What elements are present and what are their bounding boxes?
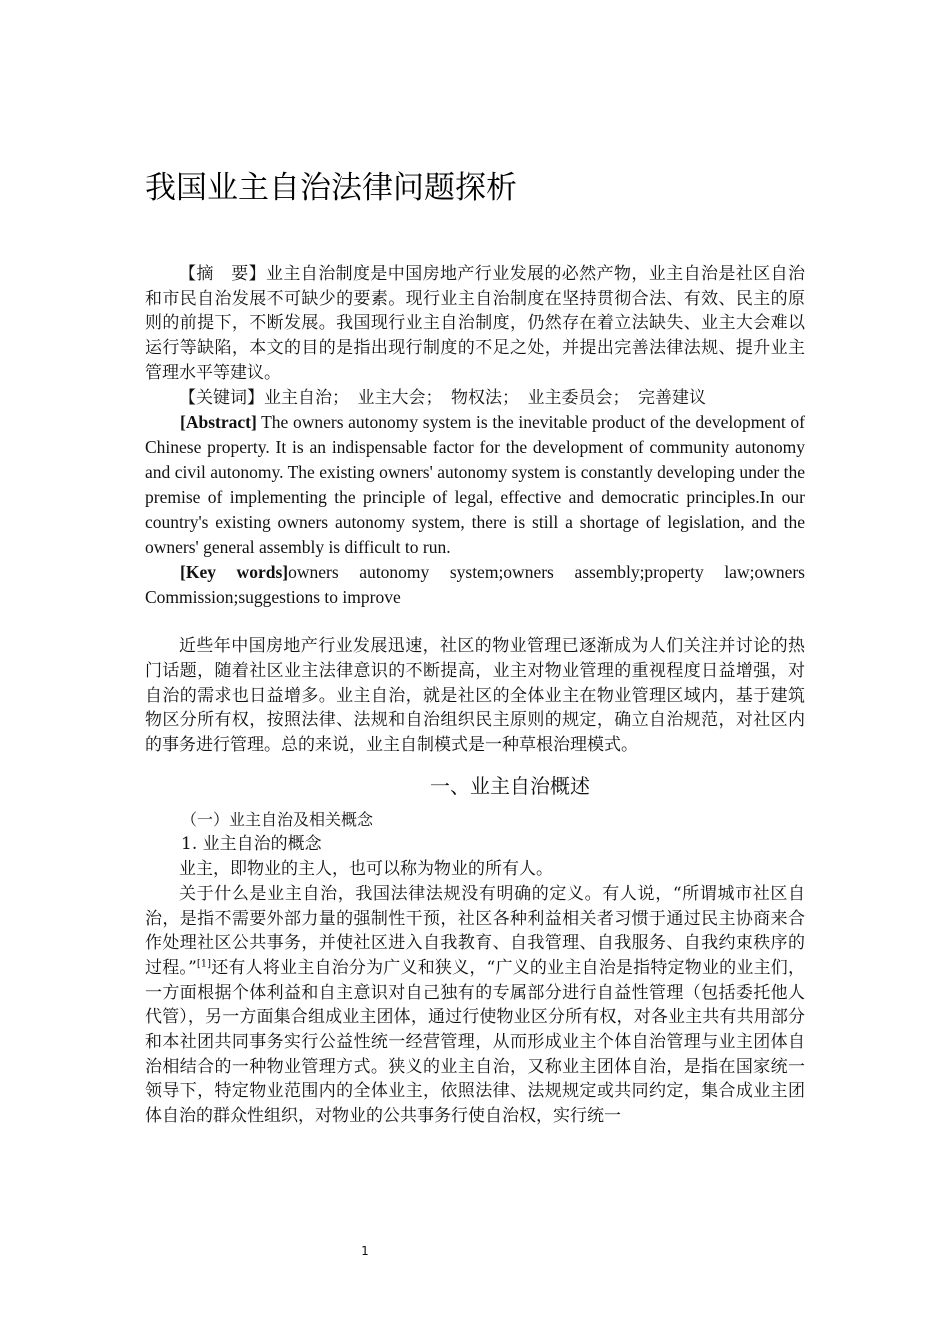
section-heading: 一、业主自治概述 [430, 773, 590, 798]
keywords-paragraph [145, 386, 805, 411]
english-keywords-text: owners autonomy system;owners assembly;property law;owners Commission;suggestions to improve [145, 562, 805, 608]
definition-text-part2: 还有人将业主自治分为广义和狭义，“广义的业主自治是指特定物业的业主们，一方面根据个体利益和自主意识对自己独有的专属部分进行自益性管理（包括委托他人代管），另一方面集合组成业主团体，通过行使物业区分所有权，对各业主共有共用部分和本社团共同事务实行公益性统一经营管理，从而形成业主个体自治管理与业主团体自治相结合的一种物业管理方式。狭义的业主自治，又称业主团体自治，是指在国家统一领导下，特定物业范围内的全体业主，依照法律、法规规定或共同约定，集合成业主团体自治的群众性组织，对物业的公共事务行使自治权，实行统一 [145, 957, 805, 1127]
english-keywords-label: [Key words] [180, 562, 289, 583]
intro-paragraph: 近些年中国房地产行业发展迅速，社区的物业管理已逐渐成为人们关注并讨论的热门话题，随着社区业主法律意识的不断提高，业主对物业管理的重视程度日益增强，对自治的需求也日益增多。业主自治，就是社区的全体业主在物业管理区域内，基于建筑物区分所有权，按照法律、法规和自治组织民主原则的规定，确立自治规范，对社区内的事务进行管理。总的来说，业主自制模式是一种草根治理模式。 [145, 636, 805, 756]
autonomy-definition-paragraph [145, 882, 805, 1129]
english-abstract-paragraph [145, 410, 805, 560]
page-number: 1 [361, 1244, 369, 1258]
page-title: 我国业主自治法律问题探析 [145, 170, 517, 206]
abstract-text: 业主自治制度是中国房地产行业发展的必然产物，业主自治是社区自治和市民自治发展不可缺少的要素。现行业主自治制度在坚持贯彻合法、有效、民主的原则的前提下，不断发展。我国现行业主自治制度，仍然存在着立法缺失、业主大会难以运行等缺陷，本文的目的是指出现行制度的不足之处，并提出完善法律法规、提升业主管理水平等建议。 [145, 264, 805, 383]
english-abstract-text: The owners autonomy system is the inevitable product of the development of Chinese property. It is an indispensable factor for the development of community autonomy and civil autonomy. The existing owners' autonomy system is constantly developing under the premise of implementing the principle of legal, effective and democratic principles.In our country's existing owners autonomy system, there is still a shortage of legislation, and the owners' general assembly is difficult to run. [145, 412, 805, 558]
abstract-label: 【摘 要】 [179, 264, 266, 284]
document-body [145, 168, 805, 1129]
english-abstract-label: [Abstract] [180, 412, 257, 433]
definition-text-part1: 关于什么是业主自治，我国法律法规没有明确的定义。有人说，“所谓城市社区自治，是指不需要外部力量的强制性干预，社区各种利益相关者习惯于通过民主协商来合作处理社区公共事务，并使社区进入自我教育、自我管理、自我服务、自我约束秩序的过程。” [145, 883, 805, 978]
keywords-text: 业主自治； 业主大会； 物权法； 业主委员会； 完善建议 [264, 387, 706, 408]
owner-definition-paragraph: 业主，即物业的主人，也可以称为物业的所有人。 [179, 859, 553, 880]
citation-reference: [1] [196, 958, 211, 970]
keywords-label: 【关键词】 [179, 387, 264, 408]
item-heading: 1. 业主自治的概念 [181, 834, 322, 855]
english-keywords-paragraph [145, 560, 805, 610]
subsection-heading: （一）业主自治及相关概念 [181, 809, 374, 829]
abstract-paragraph [145, 262, 805, 386]
